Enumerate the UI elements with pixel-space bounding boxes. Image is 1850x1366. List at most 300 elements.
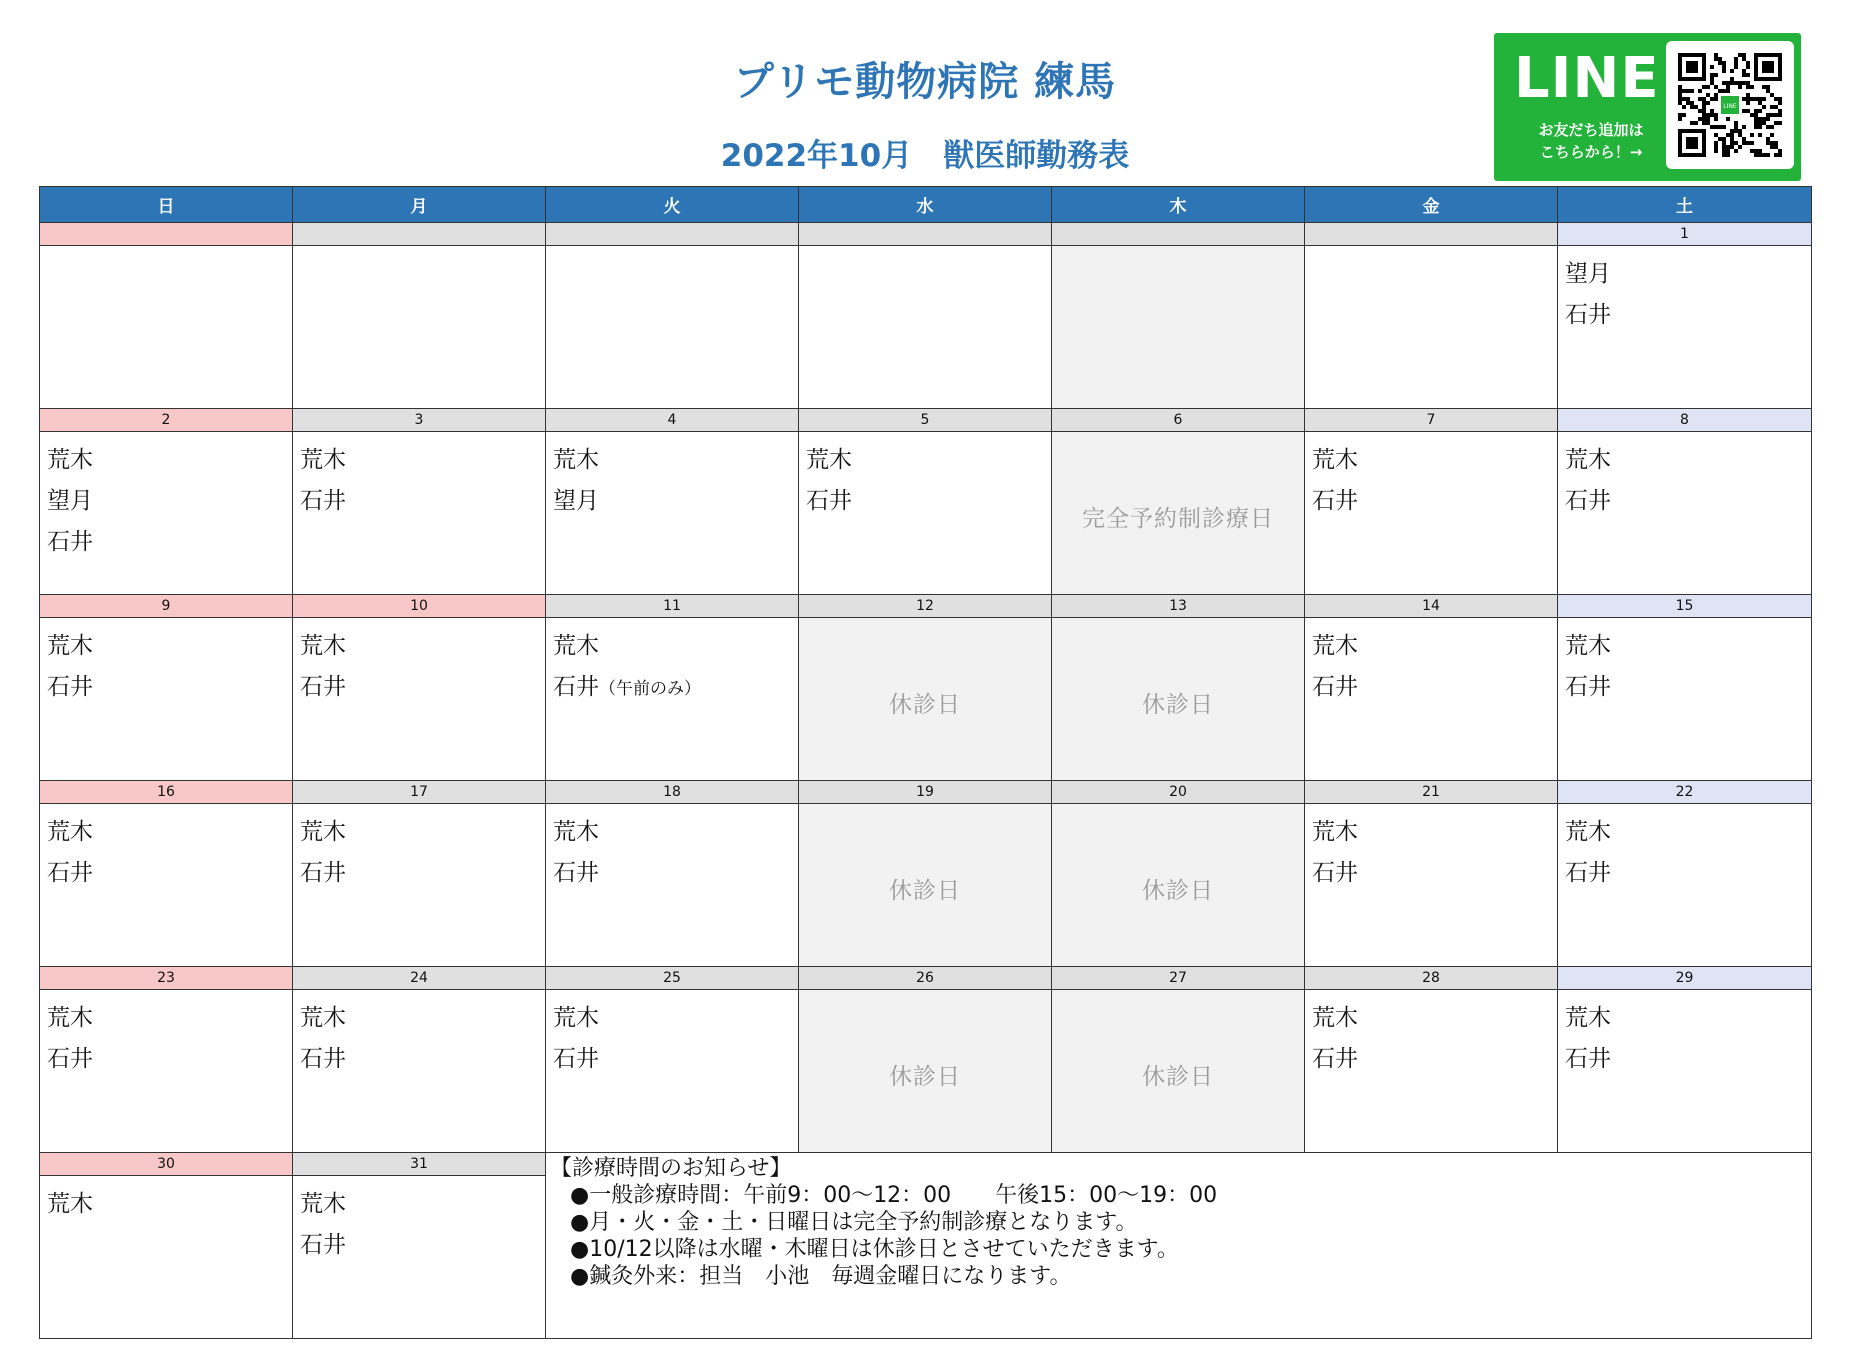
qr-module: [1758, 125, 1762, 129]
qr-module: [1754, 125, 1758, 129]
qr-module: [1746, 85, 1750, 89]
qr-module: [1738, 129, 1742, 133]
doctor-name-text: 荒木: [1565, 447, 1611, 473]
qr-module: [1714, 145, 1718, 149]
qr-module: [1730, 129, 1734, 133]
doctor-name-text: 荒木: [300, 1005, 346, 1031]
day-number: [1305, 223, 1558, 246]
doctor-list: [1305, 246, 1557, 254]
qr-module: [1746, 61, 1750, 65]
day-cell: [546, 432, 799, 595]
day-cell: [1558, 804, 1812, 967]
day-cell: [293, 1176, 546, 1339]
qr-module: [1738, 81, 1742, 85]
doctor-name: [1565, 626, 1811, 667]
doctor-list: [799, 432, 1051, 522]
weekday-header: 木: [1052, 187, 1305, 223]
day-number: 2: [40, 409, 293, 432]
day-number-row: [40, 223, 1812, 246]
doctor-name: [1312, 626, 1557, 667]
qr-module: [1742, 141, 1746, 145]
day-number: 20: [1052, 781, 1305, 804]
doctor-list: [799, 804, 1051, 812]
weekday-header: 火: [546, 187, 799, 223]
day-number: 4: [546, 409, 799, 432]
closed-day-label: 休診日: [1142, 878, 1214, 904]
qr-module: [1706, 93, 1710, 97]
qr-module: [1746, 141, 1750, 145]
qr-module: [1722, 81, 1726, 85]
day-number: 17: [293, 781, 546, 804]
day-cell: [1558, 990, 1812, 1153]
qr-module: [1714, 149, 1718, 153]
page-title: プリモ動物病院 練馬: [733, 59, 1117, 105]
notice-line: ●鍼灸外来：担当 小池 毎週金曜日になります。: [570, 1264, 1072, 1289]
weekday-header: 月: [293, 187, 546, 223]
qr-module: [1690, 101, 1694, 105]
qr-module: [1758, 149, 1762, 153]
qr-module: [1706, 113, 1710, 117]
qr-module: [1718, 125, 1722, 129]
qr-module: [1770, 145, 1774, 149]
qr-module: [1726, 89, 1730, 93]
day-cell: [40, 432, 293, 595]
qr-module: [1758, 117, 1762, 121]
qr-module: [1718, 57, 1722, 61]
qr-module: [1770, 141, 1774, 145]
qr-module: [1722, 149, 1726, 153]
line-caption-line2: こちらから！→: [1539, 143, 1643, 161]
qr-module: [1730, 141, 1734, 145]
qr-module: [1678, 89, 1682, 93]
doctor-name: [1312, 440, 1557, 481]
qr-module: [1702, 105, 1706, 109]
doctor-name-text: 望月: [47, 488, 93, 514]
doctor-name: [47, 481, 292, 522]
qr-module: [1722, 65, 1726, 69]
qr-module: [1750, 113, 1754, 117]
qr-module: [1694, 121, 1698, 125]
qr-module: [1770, 93, 1774, 97]
doctor-name: [553, 998, 798, 1039]
doctor-list: [1558, 432, 1811, 522]
doctor-name-text: 荒木: [300, 633, 346, 659]
day-cell: [546, 990, 799, 1153]
qr-module: [1730, 145, 1734, 149]
doctor-name-text: 荒木: [47, 1191, 93, 1217]
qr-module: [1698, 109, 1702, 113]
day-number-row: [40, 1153, 1812, 1176]
qr-module: [1778, 121, 1782, 125]
qr-module: [1678, 85, 1682, 89]
qr-module: [1698, 89, 1702, 93]
qr-module: [1754, 113, 1758, 117]
doctor-name: [1565, 481, 1811, 522]
doctor-name: [553, 812, 798, 853]
doctor-list: [546, 246, 798, 254]
doctor-name-text: 荒木: [553, 633, 599, 659]
qr-module: [1778, 149, 1782, 153]
qr-module: [1746, 81, 1750, 85]
doctor-name: [553, 440, 798, 481]
qr-module: [1762, 121, 1766, 125]
doctor-name: [300, 998, 545, 1039]
day-cell: [1558, 618, 1812, 781]
qr-module: [1734, 57, 1738, 61]
day-number: 7: [1305, 409, 1558, 432]
doctor-name-text: 石井: [553, 860, 599, 886]
day-number: [1052, 223, 1305, 246]
qr-module: [1714, 97, 1718, 101]
qr-module: [1774, 121, 1778, 125]
doctor-name-text: 石井: [1565, 674, 1611, 700]
qr-module: [1686, 89, 1690, 93]
day-number: 26: [799, 967, 1052, 990]
doctor-list: [1558, 990, 1811, 1080]
week-row: [40, 618, 1812, 781]
qr-finder: [1686, 137, 1698, 149]
day-cell: [1558, 246, 1812, 409]
doctor-name: [553, 626, 798, 667]
doctor-name: [47, 667, 292, 708]
qr-module: [1734, 129, 1738, 133]
doctor-name: [1565, 440, 1811, 481]
doctor-name: [1565, 853, 1811, 894]
day-number: 19: [799, 781, 1052, 804]
doctor-list: [1052, 804, 1304, 812]
qr-module: [1682, 89, 1686, 93]
day-cell: [799, 618, 1052, 781]
doctor-name-text: 荒木: [806, 447, 852, 473]
doctor-name: [806, 481, 1051, 522]
doctor-name-text: 荒木: [1312, 1005, 1358, 1031]
day-cell: [1305, 246, 1558, 409]
qr-module: [1718, 137, 1722, 141]
day-cell: [1558, 432, 1812, 595]
qr-finder: [1762, 61, 1774, 73]
doctor-list: [40, 1176, 292, 1225]
day-cell: [1052, 432, 1305, 595]
day-cell: [799, 804, 1052, 967]
day-number: 24: [293, 967, 546, 990]
doctor-name-text: 石井: [300, 674, 346, 700]
doctor-name: [47, 626, 292, 667]
doctor-list: [293, 1176, 545, 1266]
day-number-row: [40, 595, 1812, 618]
day-number: 31: [293, 1153, 546, 1176]
doctor-name-text: 荒木: [1312, 633, 1358, 659]
weekday-header-row: [40, 187, 1812, 223]
qr-module: [1694, 105, 1698, 109]
qr-module: [1722, 145, 1726, 149]
qr-module: [1750, 149, 1754, 153]
day-cell: [1305, 618, 1558, 781]
day-number: 18: [546, 781, 799, 804]
qr-module: [1758, 153, 1762, 157]
qr-module: [1726, 133, 1730, 137]
day-cell: [293, 432, 546, 595]
qr-module: [1734, 81, 1738, 85]
doctor-name: [1312, 998, 1557, 1039]
doctor-list: [293, 432, 545, 522]
doctor-name-text: 石井: [300, 488, 346, 514]
qr-module: [1678, 117, 1682, 121]
doctor-name: [1312, 667, 1557, 708]
doctor-name: [47, 1039, 292, 1080]
doctor-name-text: 荒木: [1565, 819, 1611, 845]
doctor-note: （午前のみ）: [599, 679, 701, 699]
doctor-name: [47, 998, 292, 1039]
doctor-name: [300, 667, 545, 708]
line-caption-line1: お友だち追加は: [1538, 121, 1644, 139]
notice-line: ●月・火・金・土・日曜日は完全予約制診療となります。: [570, 1210, 1138, 1235]
qr-module: [1714, 73, 1718, 77]
qr-module: [1710, 113, 1714, 117]
doctor-name: [47, 522, 292, 563]
qr-module: [1722, 125, 1726, 129]
doctor-list: [1052, 432, 1304, 440]
doctor-list: [799, 990, 1051, 998]
qr-module: [1722, 69, 1726, 73]
weekday-header: 土: [1558, 187, 1812, 223]
qr-module: [1766, 141, 1770, 145]
qr-module: [1678, 93, 1682, 97]
page-subtitle: 2022年10月 獣医師勤務表: [720, 138, 1130, 174]
qr-module: [1682, 113, 1686, 117]
day-number-row: [40, 967, 1812, 990]
week-row: [40, 246, 1812, 409]
day-number-row: [40, 409, 1812, 432]
doctor-name-text: 荒木: [1565, 1005, 1611, 1031]
day-number: 16: [40, 781, 293, 804]
doctor-name-text: 石井: [1312, 860, 1358, 886]
day-number: 22: [1558, 781, 1812, 804]
qr-module: [1754, 97, 1758, 101]
qr-module: [1734, 125, 1738, 129]
qr-module: [1778, 97, 1782, 101]
doctor-name-text: 石井: [300, 1046, 346, 1072]
qr-module: [1758, 133, 1762, 137]
qr-module: [1734, 141, 1738, 145]
doctor-name: [1312, 812, 1557, 853]
qr-module: [1686, 97, 1690, 101]
doctor-name-text: 石井: [47, 860, 93, 886]
closed-day-label: 休診日: [889, 1064, 961, 1090]
doctor-name-text: 荒木: [47, 819, 93, 845]
doctor-name: [47, 1184, 292, 1225]
qr-module: [1702, 85, 1706, 89]
qr-module: [1734, 61, 1738, 65]
doctor-name-text: 石井: [47, 529, 93, 555]
qr-module: [1730, 137, 1734, 141]
qr-module: [1774, 97, 1778, 101]
day-cell: [40, 1176, 293, 1339]
day-cell: [1305, 432, 1558, 595]
qr-module: [1722, 141, 1726, 145]
notice-line: ●10/12以降は水曜・木曜日は休診日とさせていただきます。: [570, 1237, 1179, 1262]
qr-finder: [1686, 61, 1698, 73]
doctor-name-text: 石井: [1312, 1046, 1358, 1072]
day-cell: [293, 990, 546, 1153]
doctor-list: [1305, 804, 1557, 894]
doctor-name-text: 荒木: [553, 1005, 599, 1031]
week-row: [40, 990, 1812, 1153]
doctor-name: [1565, 812, 1811, 853]
qr-module: [1742, 137, 1746, 141]
doctor-list: [40, 990, 292, 1080]
doctor-name: [553, 667, 798, 710]
doctor-name-text: 石井: [300, 860, 346, 886]
doctor-name: [1312, 853, 1557, 894]
qr-module: [1774, 141, 1778, 145]
qr-module: [1702, 113, 1706, 117]
qr-module: [1714, 53, 1718, 57]
qr-module: [1778, 153, 1782, 157]
doctor-name: [300, 1039, 545, 1080]
doctor-list: [546, 990, 798, 1080]
qr-module: [1754, 121, 1758, 125]
qr-module: [1766, 137, 1770, 141]
doctor-name-text: 石井: [553, 674, 599, 700]
doctor-name-text: 荒木: [553, 447, 599, 473]
qr-module: [1766, 113, 1770, 117]
doctor-name: [553, 853, 798, 894]
doctor-name: [300, 626, 545, 667]
qr-module: [1710, 77, 1714, 81]
qr-module: [1702, 121, 1706, 125]
qr-module: [1762, 117, 1766, 121]
weekday-header: 水: [799, 187, 1052, 223]
line-logo-text: LINE: [1514, 46, 1660, 111]
qr-module: [1774, 145, 1778, 149]
doctor-name-text: 石井: [300, 1232, 346, 1258]
qr-module: [1742, 57, 1746, 61]
doctor-name: [806, 440, 1051, 481]
qr-module: [1734, 65, 1738, 69]
notice-box: [546, 1153, 1812, 1339]
day-number: [293, 223, 546, 246]
weekday-header: 日: [40, 187, 293, 223]
doctor-list: [1558, 246, 1811, 336]
doctor-name-text: 石井: [1312, 674, 1358, 700]
qr-module: [1714, 125, 1718, 129]
day-cell: [546, 246, 799, 409]
qr-module: [1734, 149, 1738, 153]
doctor-name-text: 石井: [1312, 488, 1358, 514]
qr-module: [1722, 137, 1726, 141]
qr-module: [1706, 117, 1710, 121]
qr-module: [1698, 97, 1702, 101]
day-cell: [293, 804, 546, 967]
doctor-name: [300, 1184, 545, 1225]
qr-module: [1714, 85, 1718, 89]
qr-module: [1754, 117, 1758, 121]
qr-module: [1726, 81, 1730, 85]
line-add-friend-badge[interactable]: [1494, 33, 1801, 181]
day-number: 12: [799, 595, 1052, 618]
qr-module: [1730, 133, 1734, 137]
qr-module: [1678, 113, 1682, 117]
week-row: [40, 432, 1812, 595]
qr-module: [1766, 117, 1770, 121]
doctor-name: [300, 440, 545, 481]
qr-module: [1710, 81, 1714, 85]
qr-module: [1766, 85, 1770, 89]
qr-module: [1766, 125, 1770, 129]
qr-module: [1750, 85, 1754, 89]
doctor-name: [1312, 1039, 1557, 1080]
qr-module: [1706, 101, 1710, 105]
qr-module: [1746, 101, 1750, 105]
day-number: 29: [1558, 967, 1812, 990]
day-cell: [40, 990, 293, 1153]
day-number: [546, 223, 799, 246]
doctor-list: [40, 432, 292, 563]
qr-module: [1706, 121, 1710, 125]
doctor-name-text: 荒木: [1312, 819, 1358, 845]
qr-code-icon[interactable]: [1666, 41, 1794, 169]
day-cell: [799, 990, 1052, 1153]
qr-module: [1730, 81, 1734, 85]
qr-module: [1710, 109, 1714, 113]
qr-module: [1714, 117, 1718, 121]
day-number: 8: [1558, 409, 1812, 432]
day-cell: [546, 804, 799, 967]
doctor-name-text: 荒木: [47, 1005, 93, 1031]
qr-module: [1678, 97, 1682, 101]
doctor-name: [553, 1039, 798, 1080]
doctor-name-text: 石井: [1565, 1046, 1611, 1072]
qr-module: [1714, 113, 1718, 117]
qr-module: [1750, 97, 1754, 101]
qr-module: [1702, 109, 1706, 113]
qr-module: [1726, 149, 1730, 153]
day-number: 9: [40, 595, 293, 618]
qr-module: [1702, 101, 1706, 105]
doctor-name-text: 荒木: [47, 447, 93, 473]
doctor-list: [1305, 990, 1557, 1080]
qr-module: [1774, 105, 1778, 109]
doctor-name-text: 荒木: [300, 447, 346, 473]
day-number: [40, 223, 293, 246]
qr-module: [1742, 97, 1746, 101]
day-number: 6: [1052, 409, 1305, 432]
day-number: 14: [1305, 595, 1558, 618]
day-number: 5: [799, 409, 1052, 432]
day-number: 27: [1052, 967, 1305, 990]
day-cell: [1305, 804, 1558, 967]
doctor-name-text: 望月: [553, 488, 599, 514]
doctor-name: [300, 481, 545, 522]
day-cell: [1052, 990, 1305, 1153]
qr-module: [1762, 105, 1766, 109]
qr-module: [1714, 141, 1718, 145]
closed-day-label: 休診日: [1142, 1064, 1214, 1090]
qr-module: [1778, 109, 1782, 113]
doctor-list: [1052, 990, 1304, 998]
qr-module: [1754, 153, 1758, 157]
doctor-list: [546, 432, 798, 522]
doctor-name: [47, 853, 292, 894]
qr-module: [1722, 61, 1726, 65]
qr-module: [1682, 97, 1686, 101]
day-cell: [1305, 990, 1558, 1153]
qr-module: [1742, 81, 1746, 85]
qr-module: [1742, 109, 1746, 113]
doctor-list: [293, 246, 545, 254]
doctor-list: [546, 618, 798, 710]
day-cell: [546, 618, 799, 781]
